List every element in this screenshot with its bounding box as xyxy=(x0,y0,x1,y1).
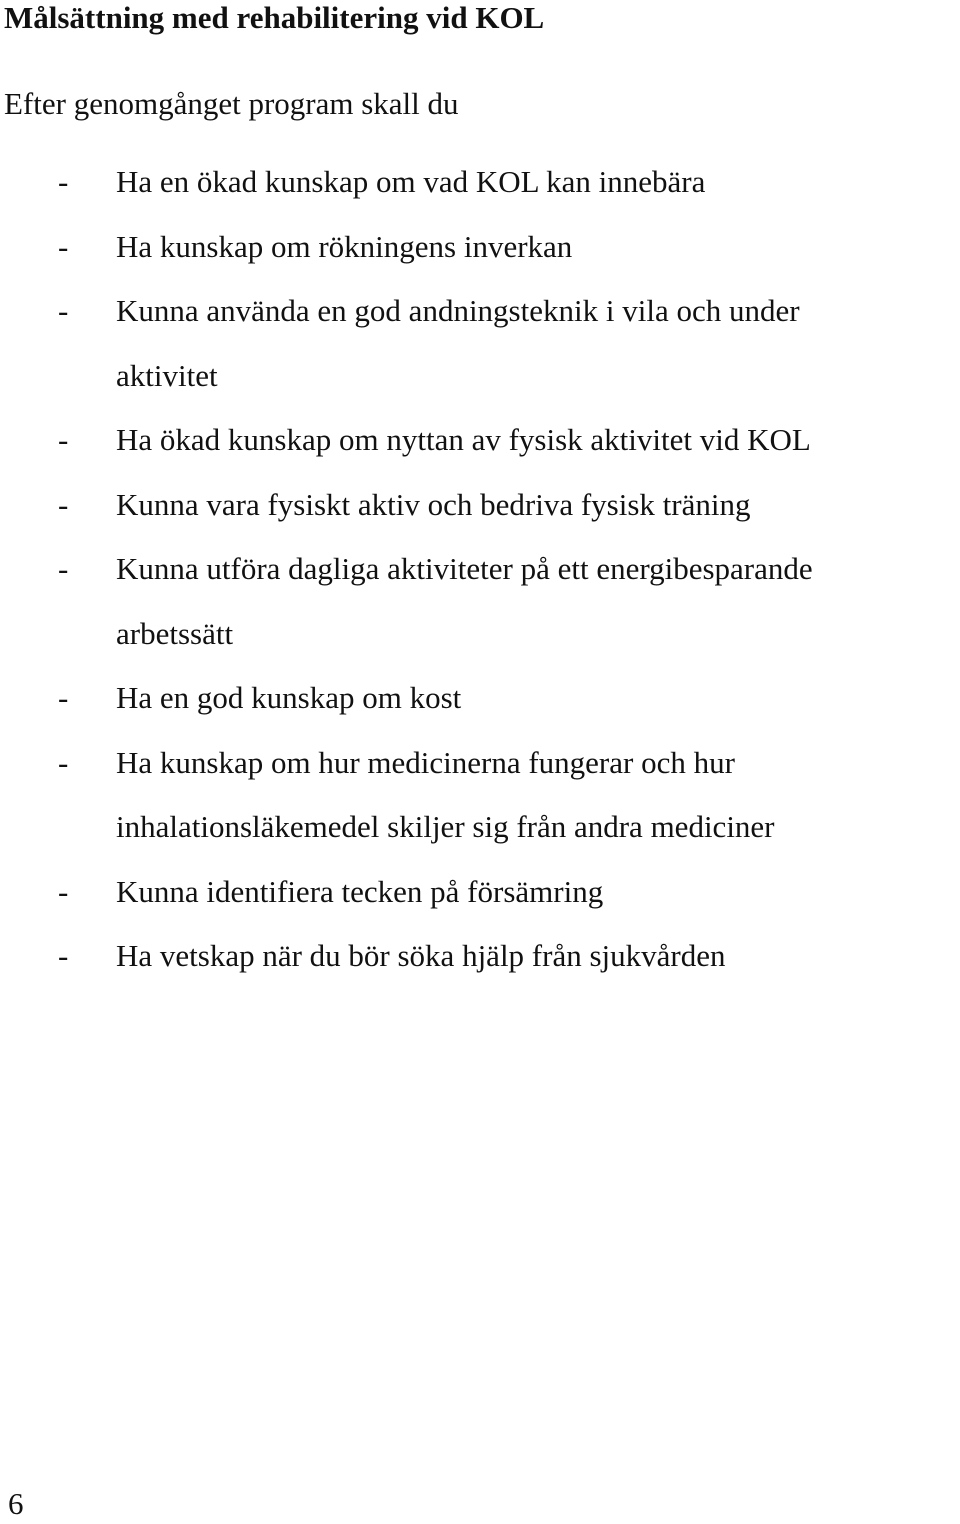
page-title: Målsättning med rehabilitering vid KOL xyxy=(4,0,545,35)
list-item xyxy=(0,215,960,280)
list-item-line: inhalationsläkemedel skiljer sig från andra mediciner xyxy=(116,809,775,844)
list-item xyxy=(0,860,960,925)
list-item xyxy=(0,473,960,538)
list-item xyxy=(0,408,960,473)
list-item-line: Ha en ökad kunskap om vad KOL kan innebära xyxy=(116,164,706,199)
list-item xyxy=(0,731,960,860)
list-item-line: arbetssätt xyxy=(116,615,234,651)
list-item xyxy=(0,666,960,731)
page-number: 6 xyxy=(8,1486,24,1521)
list-dash: - xyxy=(58,551,69,586)
list-dash: - xyxy=(58,422,69,457)
list-item xyxy=(0,279,960,408)
list-dash: - xyxy=(58,228,69,264)
list-dash: - xyxy=(58,293,69,328)
list-dash: - xyxy=(58,744,69,780)
list-dash: - xyxy=(58,486,69,522)
list-item-line: Kunna utföra dagliga aktiviteter på ett energibesparande xyxy=(116,551,813,586)
list-item xyxy=(0,924,960,989)
list-item xyxy=(0,150,960,215)
list-dash: - xyxy=(58,873,69,909)
list-item xyxy=(0,537,960,666)
list-item-line: Ha kunskap om hur medicinerna fungerar och hur xyxy=(116,744,735,780)
list-item-line: Kunna använda en god andningsteknik i vila och under xyxy=(116,293,800,328)
list-item-line: Ha en god kunskap om kost xyxy=(116,680,462,715)
list-dash: - xyxy=(58,680,69,715)
intro-text: Efter genomgånget program skall du xyxy=(4,86,459,121)
list-dash: - xyxy=(58,938,69,973)
list-item-line: Ha vetskap när du bör söka hjälp från sjukvården xyxy=(116,938,726,973)
goal-list xyxy=(0,150,960,989)
list-item-line: Kunna vara fysiskt aktiv och bedriva fysisk träning xyxy=(116,486,751,522)
list-item-line: Ha ökad kunskap om nyttan av fysisk aktivitet vid KOL xyxy=(116,422,811,457)
list-dash: - xyxy=(58,164,69,199)
list-item-line: Ha kunskap om rökningens inverkan xyxy=(116,228,573,264)
list-item-line: aktivitet xyxy=(116,357,218,393)
list-item-line: Kunna identifiera tecken på försämring xyxy=(116,873,604,909)
